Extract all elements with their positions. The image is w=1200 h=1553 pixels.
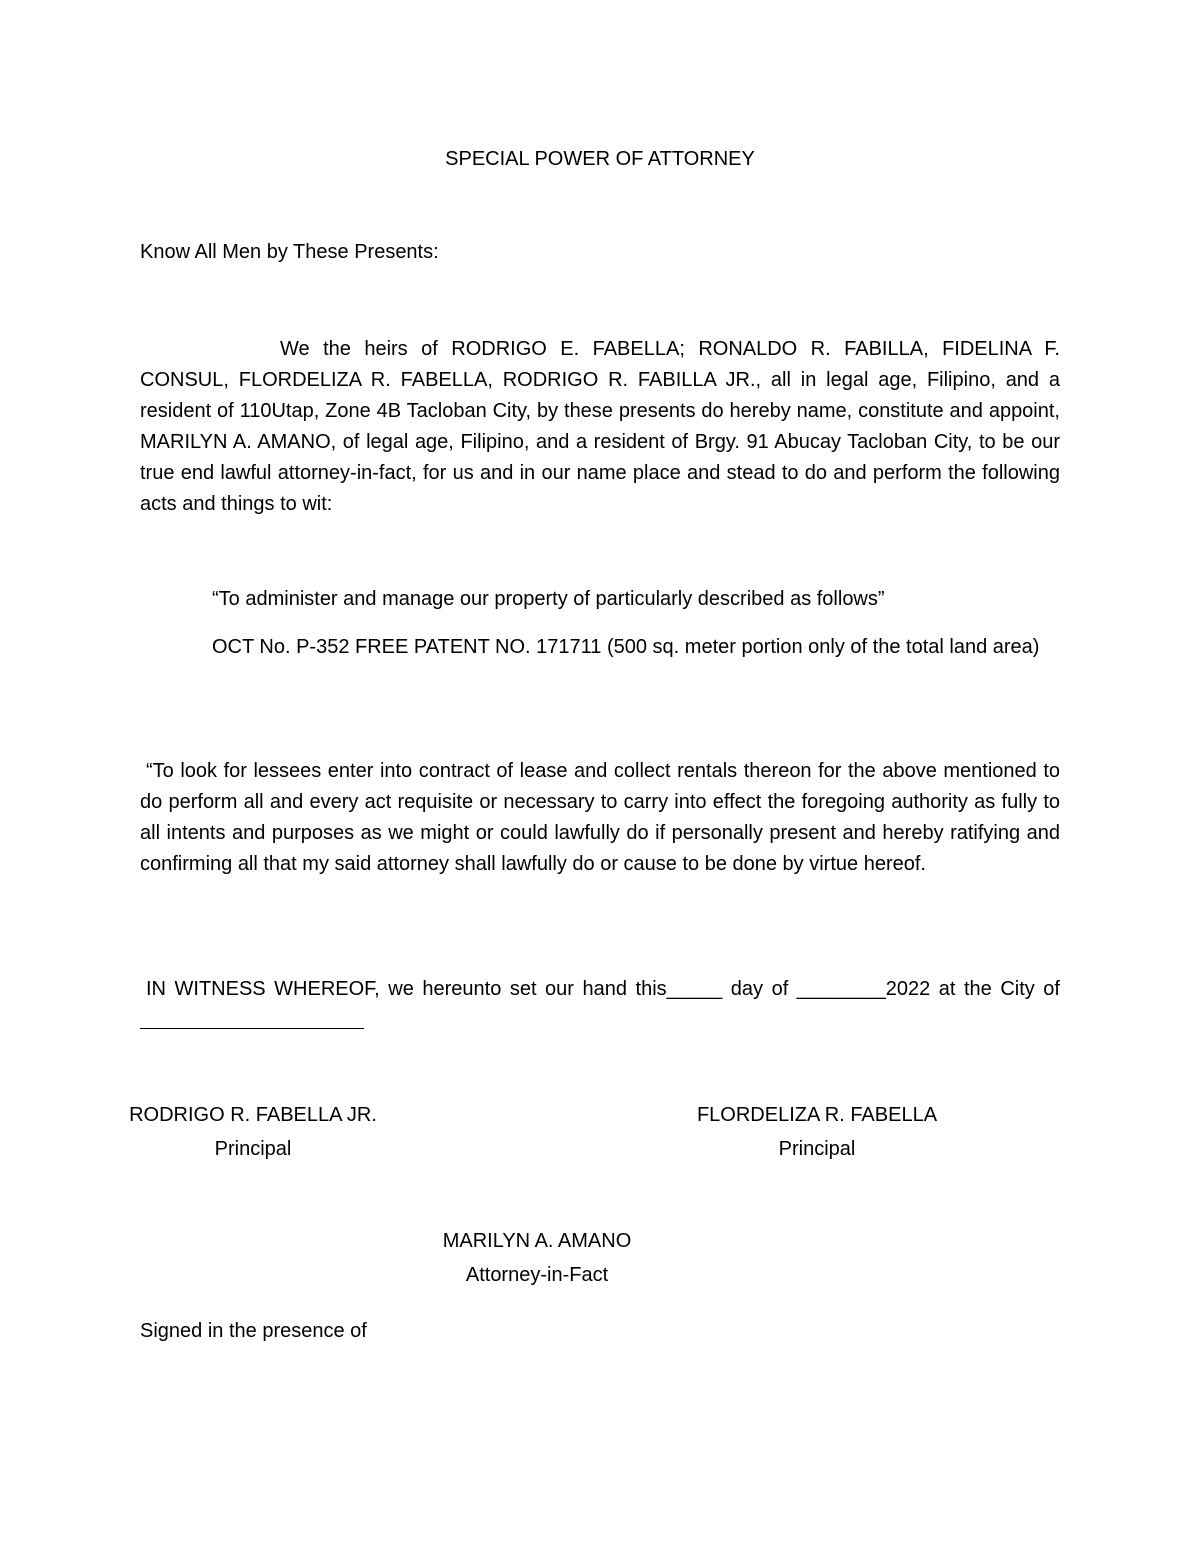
signature-block-attorney <box>412 1224 662 1292</box>
signatory-role: Principal <box>778 1138 856 1160</box>
salutation: Know All Men by These Presents: <box>140 241 439 263</box>
property-description: OCT No. P-352 FREE PATENT NO. 171711 (500 sq. meter portion only of the total land area) <box>212 636 1040 658</box>
administer-clause: “To administer and manage our property of particularly described as follows” <box>212 588 885 610</box>
heirs-paragraph: We the heirs of RODRIGO E. FABELLA; RONALDO R. FABILLA, FIDELINA F. CONSUL, FLORDELIZA R. FABELLA, RODRIGO R. FABILLA JR., all in legal age, Filipino, and a resident of 110Utap, Zone 4B Tacloban City, by these presents do hereby name, constitute and appoint, MARILYN A. AMANO, of legal age, Filipino, and a resident of Brgy. 91 Abucay Tacloban City, to be our true end lawful attorney-in-fact, for us and in our name place and stead to do and perform the following acts and things to wit: <box>140 338 1060 515</box>
signature-block-right <box>692 1098 942 1166</box>
signatory-name: MARILYN A. AMANO <box>442 1230 632 1252</box>
signatory-name: FLORDELIZA R. FABELLA <box>696 1104 938 1126</box>
lease-authority-paragraph: “To look for lessees enter into contract of lease and collect rentals thereon for the above mentioned to do perform all and every act requisite or necessary to carry into effect the foregoing authority as fully to all intents and purposes as we might or could lawfully do if personally present and hereby ratifying and confirming all that my said attorney shall lawfully do or cause to be done by virtue hereof. <box>140 760 1060 875</box>
signatory-name: RODRIGO R. FABELLA JR. <box>129 1104 377 1126</box>
signed-presence-label: Signed in the presence of <box>140 1320 367 1342</box>
document-title: SPECIAL POWER OF ATTORNEY <box>445 148 755 170</box>
signatory-role: Principal <box>214 1138 292 1160</box>
signatory-role: Attorney-in-Fact <box>465 1264 609 1286</box>
city-blank-line <box>140 1028 364 1029</box>
signature-block-left <box>128 1098 378 1166</box>
witness-clause: IN WITNESS WHEREOF, we hereunto set our hand this_____ day of ________2022 at the City of <box>146 978 1060 1000</box>
